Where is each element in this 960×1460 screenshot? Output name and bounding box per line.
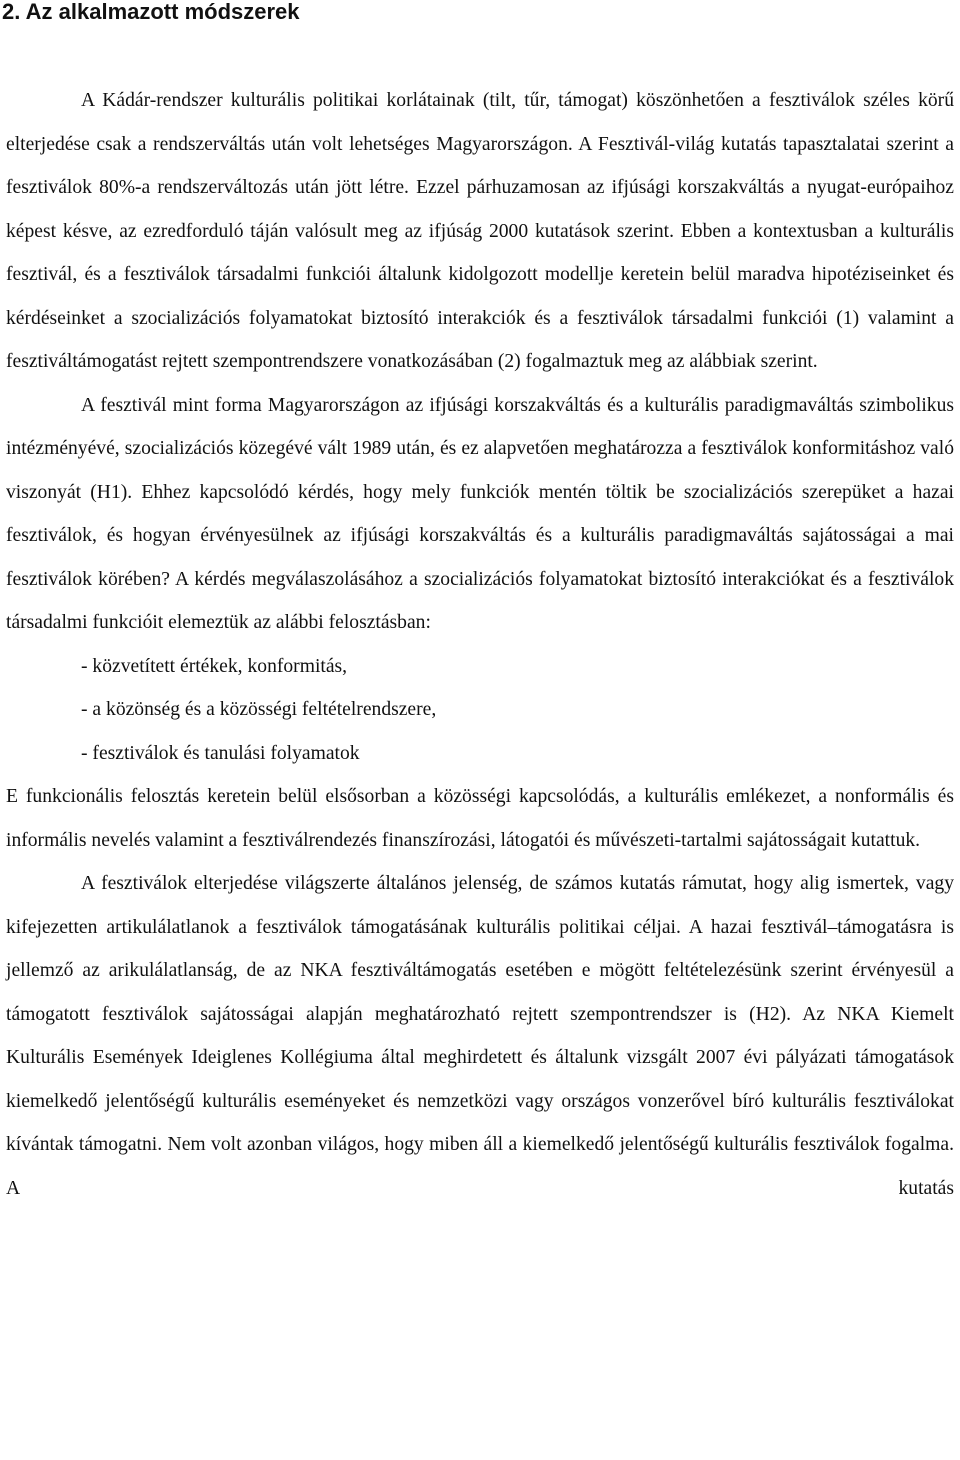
list-item: - fesztiválok és tanulási folyamatok: [81, 742, 360, 764]
paragraph-functional-division: E funkcionális felosztás keretein belül elsősorban a közösségi kapcsolódás, a kulturális emlékezet, a nonformális és informális nevelés valamint a fesztiválrendezés finanszírozási, látogatói és művészeti-tartalmi sajátosságait kutattuk.: [6, 786, 954, 851]
function-list: [6, 645, 954, 776]
section-heading: 2. Az alkalmazott módszerek: [2, 0, 300, 24]
list-item: - közvetített értékek, konformitás,: [81, 655, 348, 677]
paragraph-context: A Kádár-rendszer kulturális politikai korlátainak (tilt, tűr, támogat) köszönhetően a fesztiválok széles körű elterjedése csak a rendszerváltás után volt lehetséges Magyarországon. A Fesztivál-világ kutatás tapasztalatai szerint a fesztiválok 80%-a rendszerváltozás után jött létre. Ezzel párhuzamosan az ifjúsági korszakváltás a nyugat-európaihoz képest késve, az ezredforduló táján valósult meg az ifjúság 2000 kutatások szerint. Ebben a kontextusban a kulturális fesztivál, és a fesztiválok társadalmi funkciói általunk kidolgozott modellje keretein belül maradva hipotéziseinket és kérdéseinket a szocializációs folyamatokat biztosító interakciók és a fesztiválok társadalmi funkciói (1) valamint a fesztiváltámogatást rejtett szempontrendszere vonatkozásában (2) fogalmaztuk meg az alábbiak szerint.: [6, 90, 954, 372]
paragraph-hypothesis-2: A fesztiválok elterjedése világszerte általános jelenség, de számos kutatás rámutat, hogy alig ismertek, vagy kifejezetten artikulálatlanok a fesztiválok támogatásának kulturális politikai céljai. A hazai fesztivál–támogatásra is jellemző az arikulálatlanság, de az NKA fesztiváltámogatás esetében e mögött feltételezésünk szerint érvényesül a támogatott fesztiválok sajátosságai alapján meghatározható rejtett szempontrendszer is (H2). Az NKA Kiemelt Kulturális Események Ideiglenes Kollégiuma által meghirdetett és általunk vizsgált 2007 évi pályázati támogatások kiemelkedő jelentőségű kulturális eseményeket és nemzetközi vagy országos vonzerővel bíró kulturális fesztiválokat kívántak támogatni. Nem volt azonban világos, hogy miben áll a kiemelkedő jelentőségű kulturális fesztiválok fogalma. A kutatás: [6, 873, 954, 1199]
paragraph-hypothesis-1: A fesztivál mint forma Magyarországon az ifjúsági korszakváltás és a kulturális paradigmaváltás szimbolikus intézményévé, szocializációs közegévé vált 1989 után, és ez alapvetően meghatározza a fesztiválok konformitáshoz való viszonyát (H1). Ehhez kapcsolódó kérdés, hogy mely funkciók mentén töltik be szocializációs szerepüket a hazai fesztiválok, és hogyan érvényesülnek az ifjúsági korszakváltás és a kulturális paradigmaváltás sajátosságai a mai fesztiválok körében? A kérdés megválaszolásához a szocializációs folyamatokat biztosító interakciókat és a fesztiválok társadalmi funkcióit elemeztük az alábbi felosztásban:: [6, 394, 954, 633]
body-text: [6, 79, 954, 1210]
list-item: - a közönség és a közösségi feltételrendszere,: [81, 699, 437, 720]
